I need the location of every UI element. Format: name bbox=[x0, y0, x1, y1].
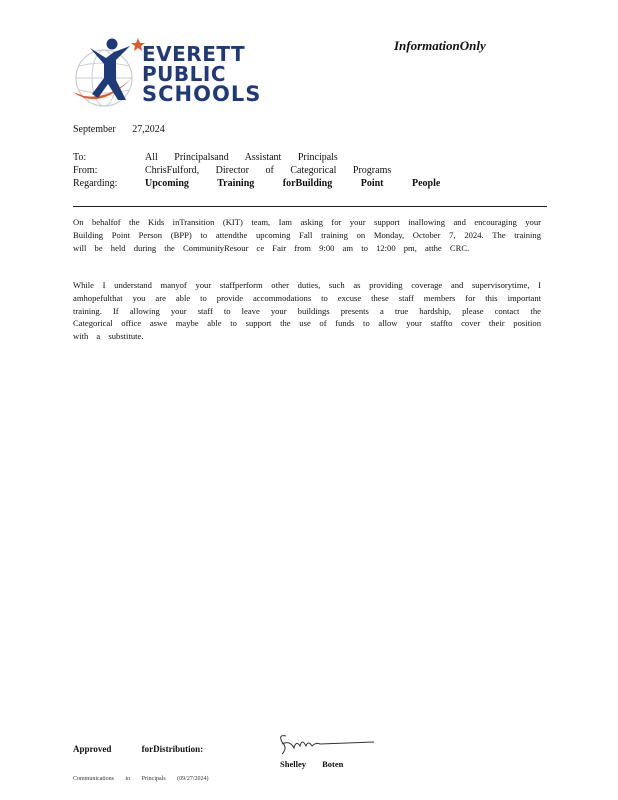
memo-to-label: To: bbox=[73, 152, 87, 163]
memo-to-value: All Principalsand Assistant Principals bbox=[145, 152, 338, 163]
handwritten-signature bbox=[276, 730, 376, 756]
footer-reference: Communications to Principals (09/27/2024) bbox=[73, 776, 209, 782]
logo-line-everett: EVERETT bbox=[142, 42, 246, 66]
memo-date: September 27,2024 bbox=[73, 124, 165, 135]
district-logo-text bbox=[142, 44, 262, 104]
logo-line-public: PUBLIC bbox=[142, 62, 227, 86]
header-divider bbox=[73, 206, 547, 207]
approval-label: Approved forDistribution: bbox=[73, 744, 204, 754]
body-paragraph-1: On behalfof the Kids inTransition (KIT) team, Iam asking for your support inallowing and encouraging your Building Point Person (BPP) to attendthe upcoming Fall training on Monday, October 7, 2024. The training will be held during the CommunityResour ce Fair from 9:00 am to 12:00 pm, atthe CRC. bbox=[73, 217, 541, 253]
memo-from-label: From: bbox=[73, 165, 98, 176]
memo-from-value: ChrisFulford, Director of Categorical Programs bbox=[145, 165, 392, 176]
memo-regarding-value: Upcoming Training forBuilding Point People bbox=[145, 178, 441, 189]
body-paragraph-2: While I understand manyof your staffperform other duties, such as providing coverage and supervisorytime, I amhopefulthat you are able to provide accommodations to excuse these staff members for this important training. If allowing your staff to leave your buildings presents a true hardship, please contact the Categorical office aswe maybe able to support the use of funds to allow your staffto cover their position with a substitute. bbox=[73, 280, 541, 342]
logo-line-schools: SCHOOLS bbox=[142, 82, 262, 106]
memo-regarding-label: Regarding: bbox=[73, 178, 118, 189]
signer-name: Shelley Boten bbox=[280, 759, 344, 769]
information-only-stamp: InformationOnly bbox=[394, 38, 486, 53]
